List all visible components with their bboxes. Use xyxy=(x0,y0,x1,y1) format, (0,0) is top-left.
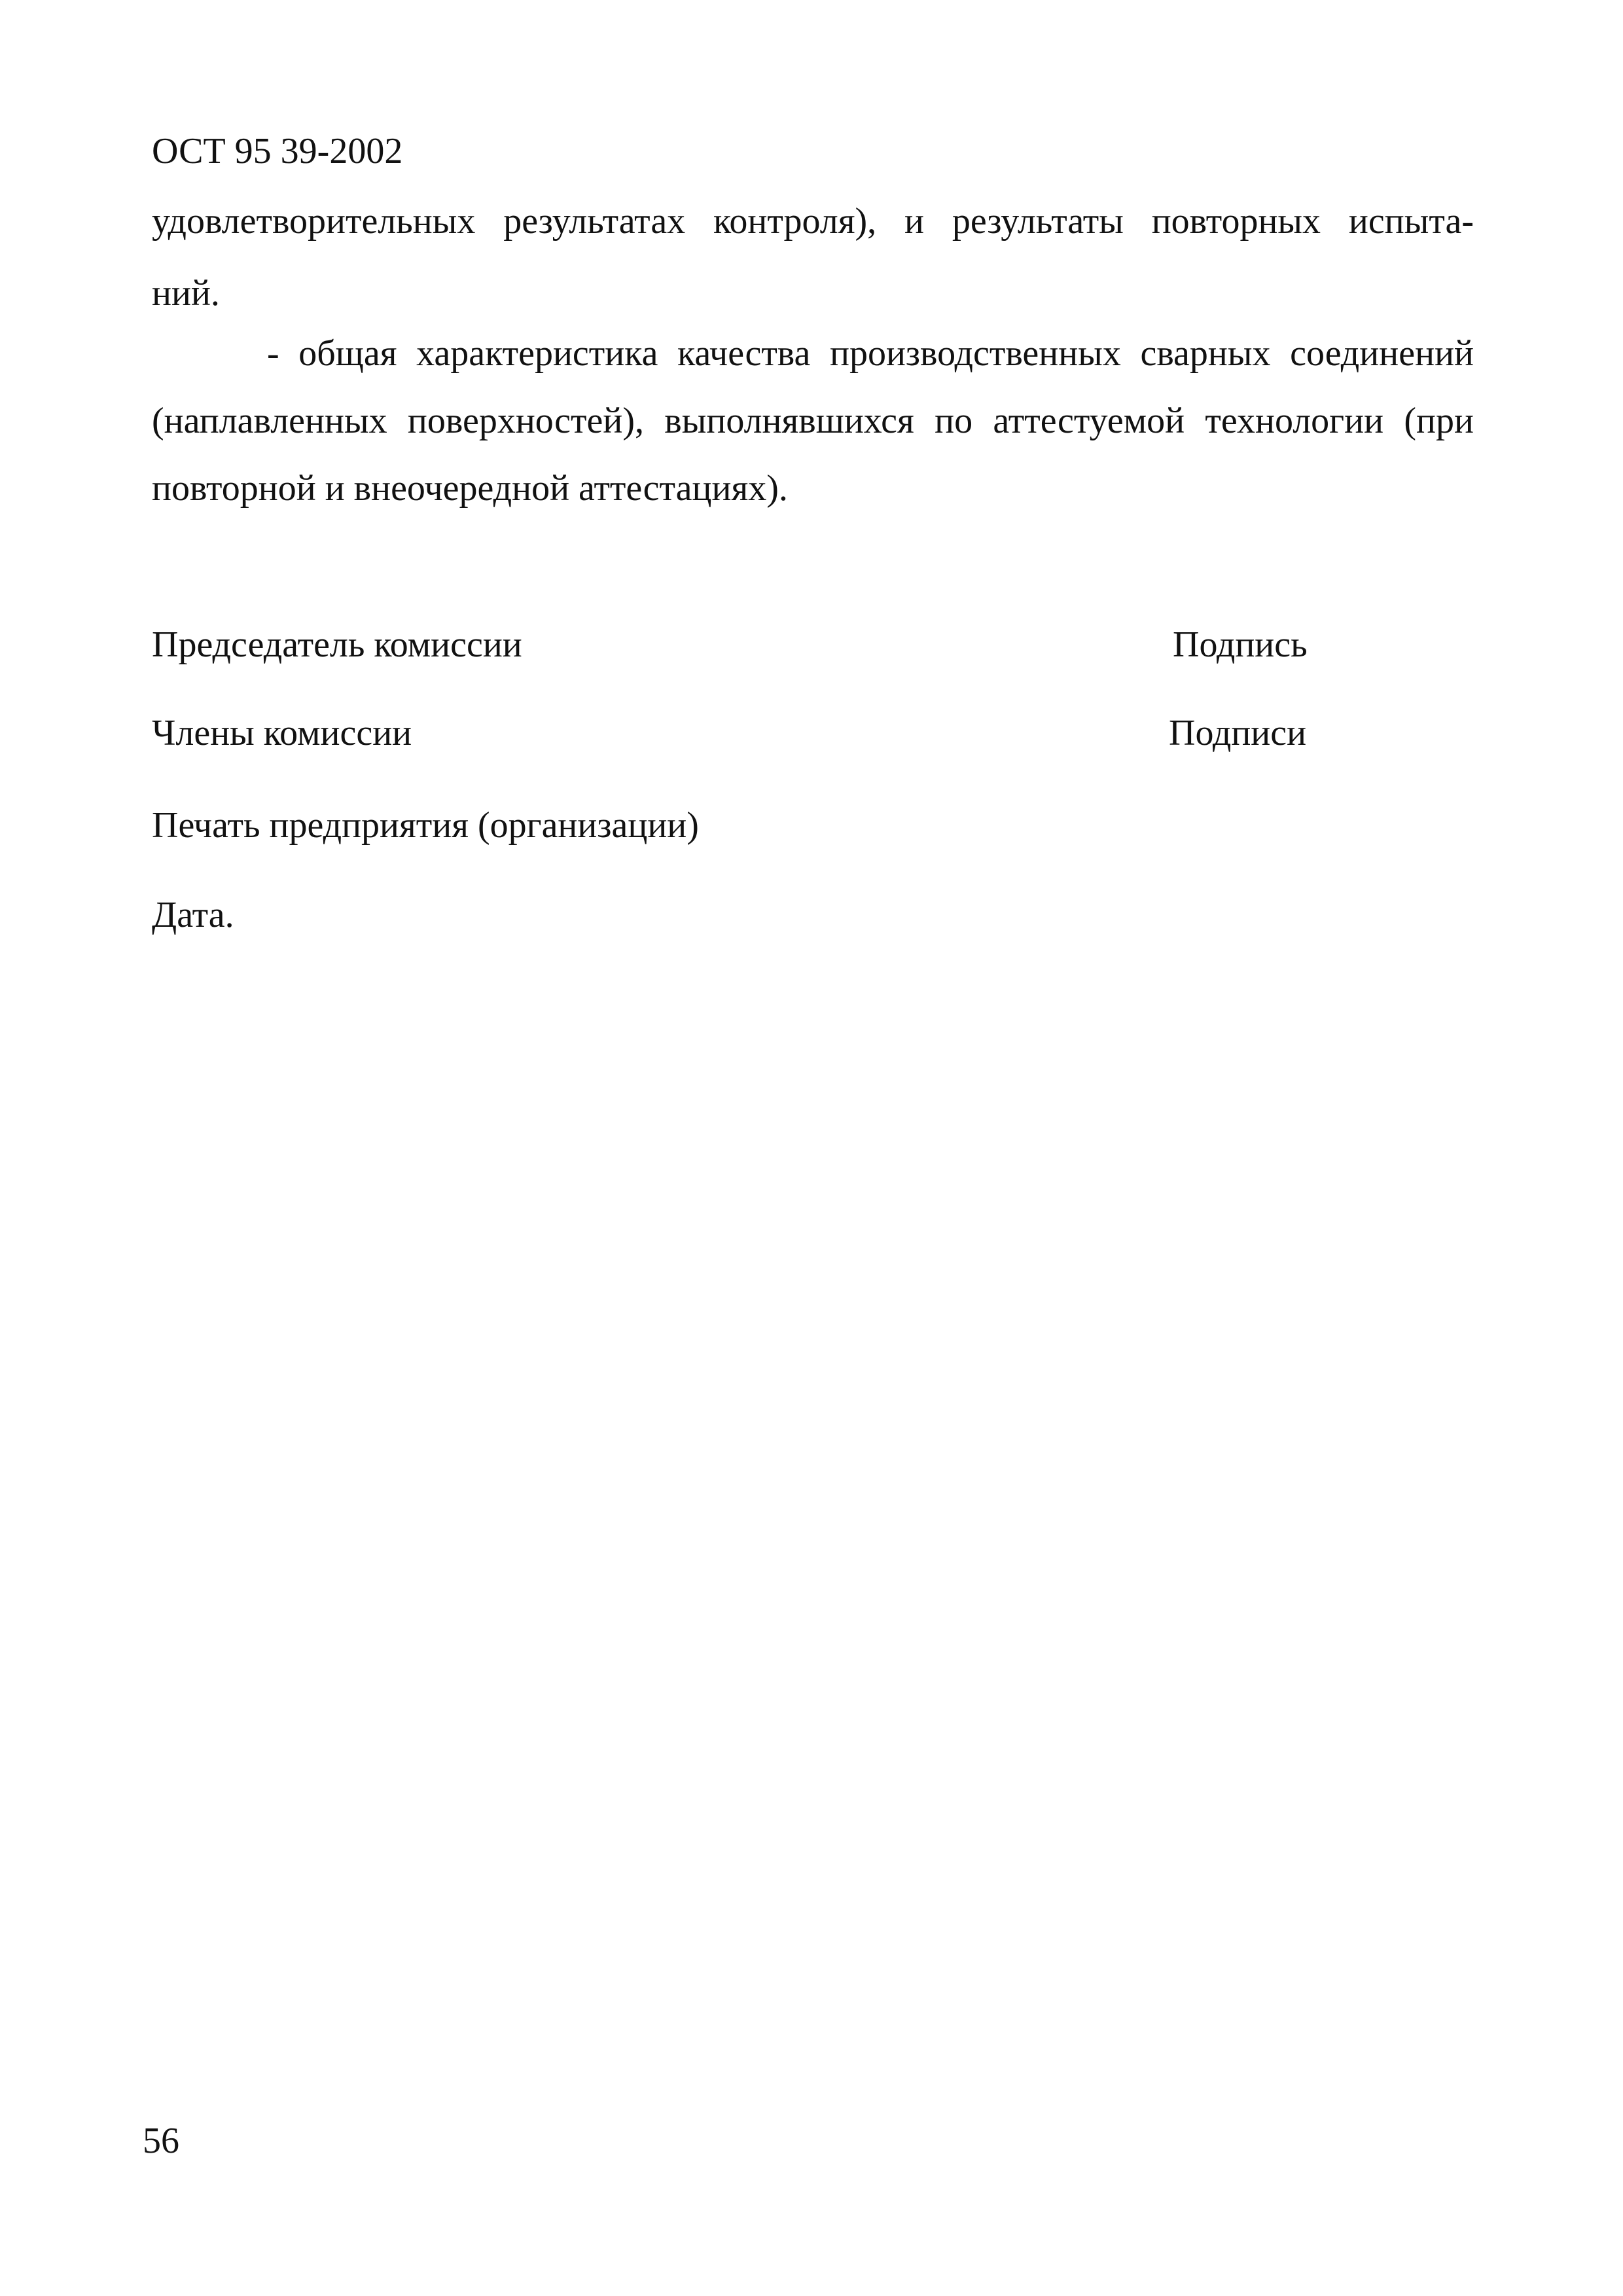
chair-signature-label: Подпись xyxy=(1173,624,1308,665)
date-label: Дата. xyxy=(152,895,234,935)
paragraph-2-line-1: - общая характеристика качества производственных сварных соединений xyxy=(267,333,1474,374)
paragraph-1-line-1: удовлетворительных результатах контроля), и результаты повторных испыта- xyxy=(152,201,1474,242)
members-signature-label: Подписи xyxy=(1169,713,1307,753)
page-number: 56 xyxy=(143,2121,179,2161)
paragraph-1-line-2: ний. xyxy=(152,273,220,314)
paragraph-2-line-3: повторной и внеочередной аттестациях). xyxy=(152,468,788,509)
stamp-label: Печать предприятия (организации) xyxy=(152,805,699,846)
members-label: Члены комиссии xyxy=(152,713,412,753)
chair-label: Председатель комиссии xyxy=(152,624,522,665)
document-header: ОСТ 95 39-2002 xyxy=(152,131,403,171)
paragraph-2-line-2: (наплавленных поверхностей), выполнявшихся по аттестуемой технологии (при xyxy=(152,401,1474,441)
